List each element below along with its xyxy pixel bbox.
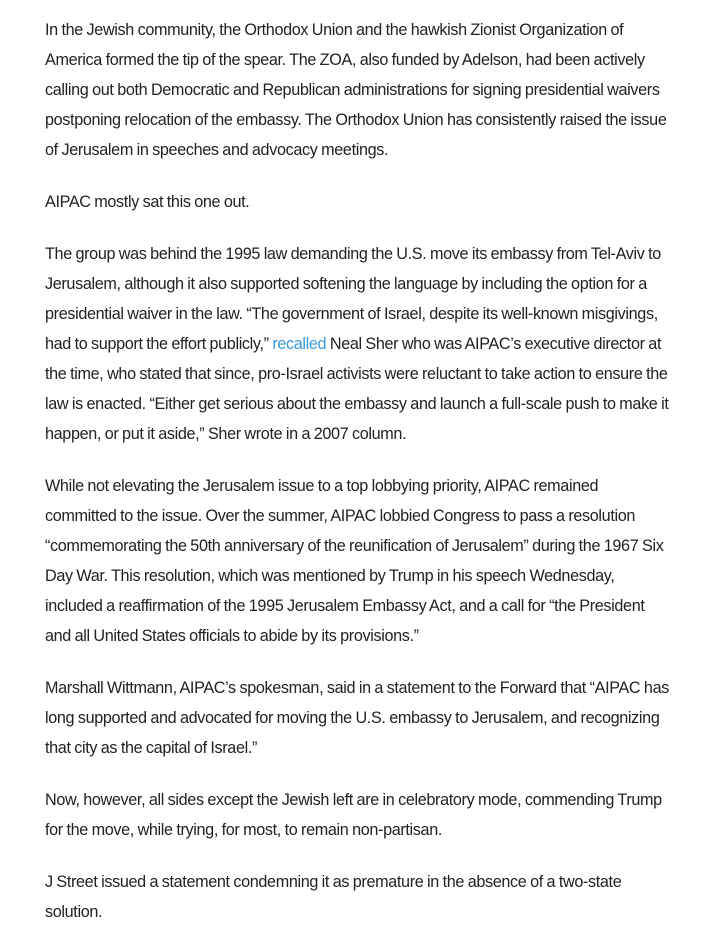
article-body (45, 15, 671, 949)
paragraph-aipac-resolution: While not elevating the Jerusalem issue to a top lobbying priority, AIPAC remained committed to the issue. Over the summer, AIPAC lobbied Congress to pass a resolution “commemorating the 50th anniversary of the reunification of Jerusalem” during the 1967 Six Day War. This resolution, which was mentioned by Trump in his speech Wednesday, included a reaffirmation of the 1995 Jerusalem Embassy Act, and a call for “the President and all United States officials to abide by its provisions.” (45, 477, 664, 645)
recalled-link[interactable]: recalled (272, 335, 327, 353)
paragraph-j-street: J Street issued a statement condemning it as premature in the absence of a two-state solution. (45, 873, 622, 921)
paragraph-1995-law-text-after: Neal Sher who was AIPAC’s executive director at the time, who stated that since, pro-Israel activists were reluctant to take action to ensure the law is enacted. “Either get serious about the embassy and launch a full-scale push to make it happen, or put it aside,” Sher wrote in a 2007 column. (45, 335, 669, 443)
paragraph-celebratory-mode: Now, however, all sides except the Jewish left are in celebratory mode, commending Trump for the move, while trying, for most, to remain non-partisan. (45, 791, 662, 839)
paragraph-orthodox-union-zoa: In the Jewish community, the Orthodox Union and the hawkish Zionist Organization of America formed the tip of the spear. The ZOA, also funded by Adelson, had been actively calling out both Democratic and Republican administrations for signing presidential waivers postponing relocation of the embassy. The Orthodox Union has consistently raised the issue of Jerusalem in speeches and advocacy meetings. (45, 21, 667, 159)
paragraph-aipac-sat-out: AIPAC mostly sat this one out. (45, 193, 250, 211)
paragraph-1995-law-text-before: The group was behind the 1995 law demanding the U.S. move its embassy from Tel-Aviv to Jerusalem, although it also supported softening the language by including the option for a presidential waiver in the law. “The government of Israel, despite its well-known misgivings, had to support the effort publicly,” (45, 245, 661, 353)
paragraph-wittmann-statement: Marshall Wittmann, AIPAC’s spokesman, said in a statement to the Forward that “AIPAC has long supported and advocated for moving the U.S. embassy to Jerusalem, and recognizing that city as the capital of Israel.” (45, 679, 669, 757)
paragraph-1995-law (45, 239, 671, 449)
